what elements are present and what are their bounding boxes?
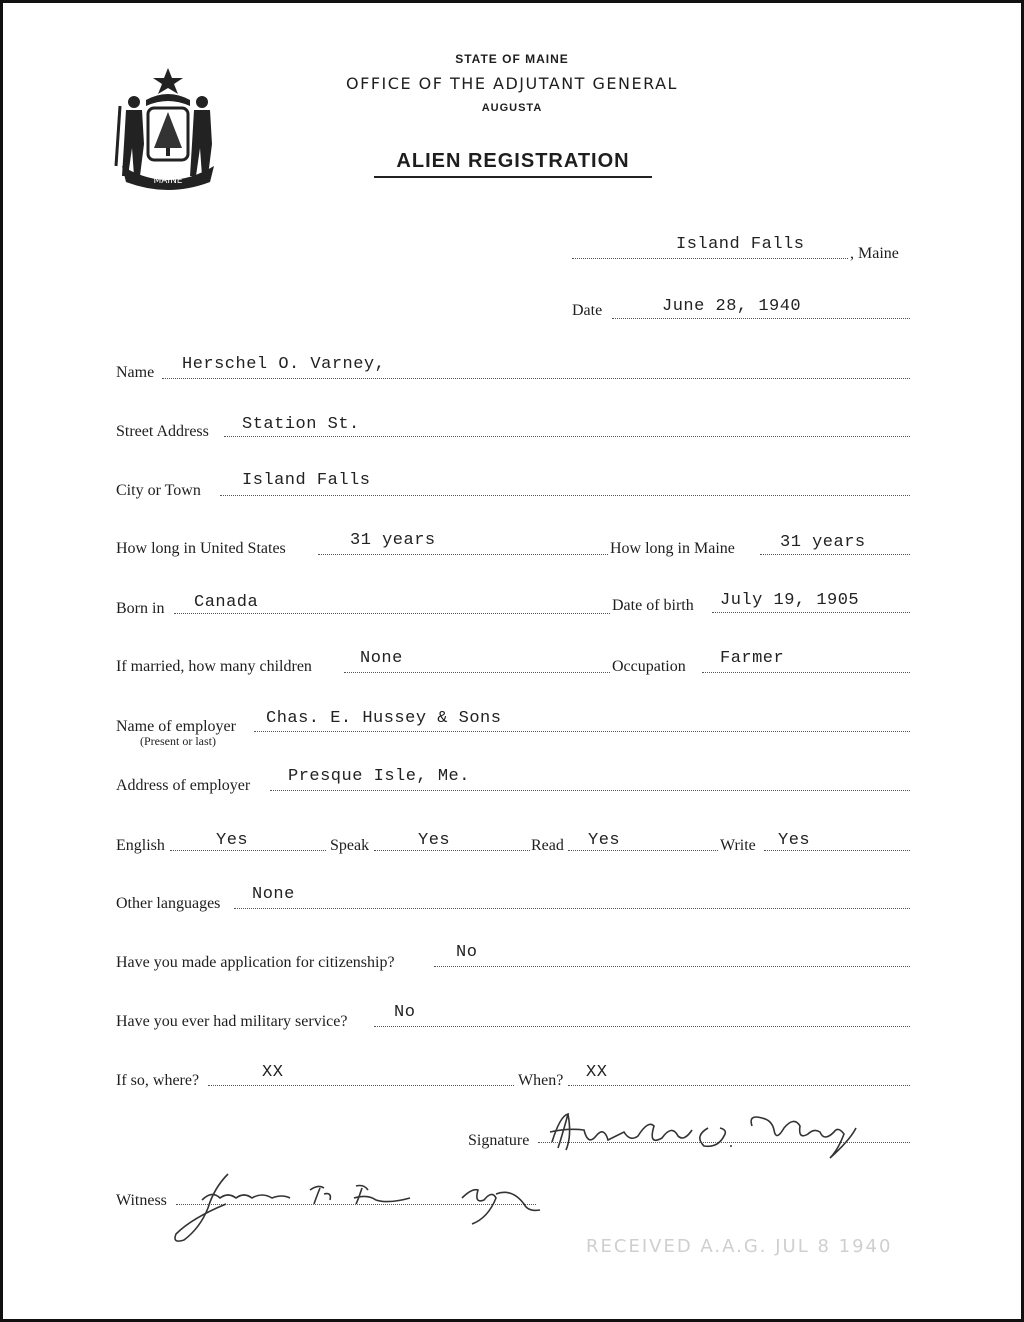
location-suffix: , Maine [850,245,899,262]
english-label: English [116,837,165,854]
street-label: Street Address [116,423,209,440]
seal-banner-text: MAINE [153,176,183,186]
write-value: Yes [778,831,811,850]
when-label: When? [518,1072,564,1089]
citizenship-value: No [456,943,478,962]
witness-label: Witness [116,1192,167,1209]
employer-label: Name of employer [116,718,236,735]
city-value: Island Falls [242,471,371,490]
witness-signature-handwriting [132,1164,552,1248]
read-value: Yes [588,831,621,850]
employer-sublabel: (Present or last) [140,734,216,748]
location-value: Island Falls [676,235,805,254]
occupation-value: Farmer [720,649,785,668]
when-value: XX [586,1063,608,1082]
english-value: Yes [216,831,249,850]
header-city: AUGUSTA [481,102,543,114]
employer-value: Chas. E. Hussey & Sons [266,709,502,728]
signature-handwriting [538,1106,868,1166]
header-state: STATE OF MAINE [455,52,569,66]
other-languages-value: None [252,885,295,904]
employer-address-label: Address of employer [116,777,251,794]
date-label: Date [572,302,603,319]
read-label: Read [531,837,564,854]
speak-label: Speak [330,837,370,854]
name-value: Herschel O. Varney, [182,355,386,374]
children-label: If married, how many children [116,658,312,675]
employer-address-value: Presque Isle, Me. [288,767,470,786]
military-label: Have you ever had military service? [116,1013,348,1030]
where-label: If so, where? [116,1072,200,1089]
street-value: Station St. [242,415,360,434]
children-value: None [360,649,403,668]
header-office: OFFICE OF THE ADJUTANT GENERAL [346,74,678,93]
citizenship-label: Have you made application for citizenship? [116,954,395,971]
date-of-birth-value: July 19, 1905 [720,591,860,610]
born-in-value: Canada [194,593,259,612]
other-languages-label: Other languages [116,895,221,912]
occupation-label: Occupation [612,658,686,675]
received-stamp: RECEIVED A.A.G. JUL 8 1940 [586,1236,893,1257]
name-label: Name [116,364,155,381]
date-of-birth-label: Date of birth [612,597,694,614]
city-label: City or Town [116,482,201,499]
military-value: No [394,1003,416,1022]
form-title: ALIEN REGISTRATION [374,150,652,178]
how-long-maine-label: How long in Maine [610,540,735,557]
write-label: Write [720,837,756,854]
speak-value: Yes [418,831,451,850]
date-value: June 28, 1940 [662,297,802,316]
how-long-us-label: How long in United States [116,540,286,557]
how-long-us-value: 31 years [350,531,436,550]
where-value: XX [262,1063,284,1082]
signature-label: Signature [468,1132,530,1149]
born-in-label: Born in [116,600,165,617]
how-long-maine-value: 31 years [780,533,866,552]
